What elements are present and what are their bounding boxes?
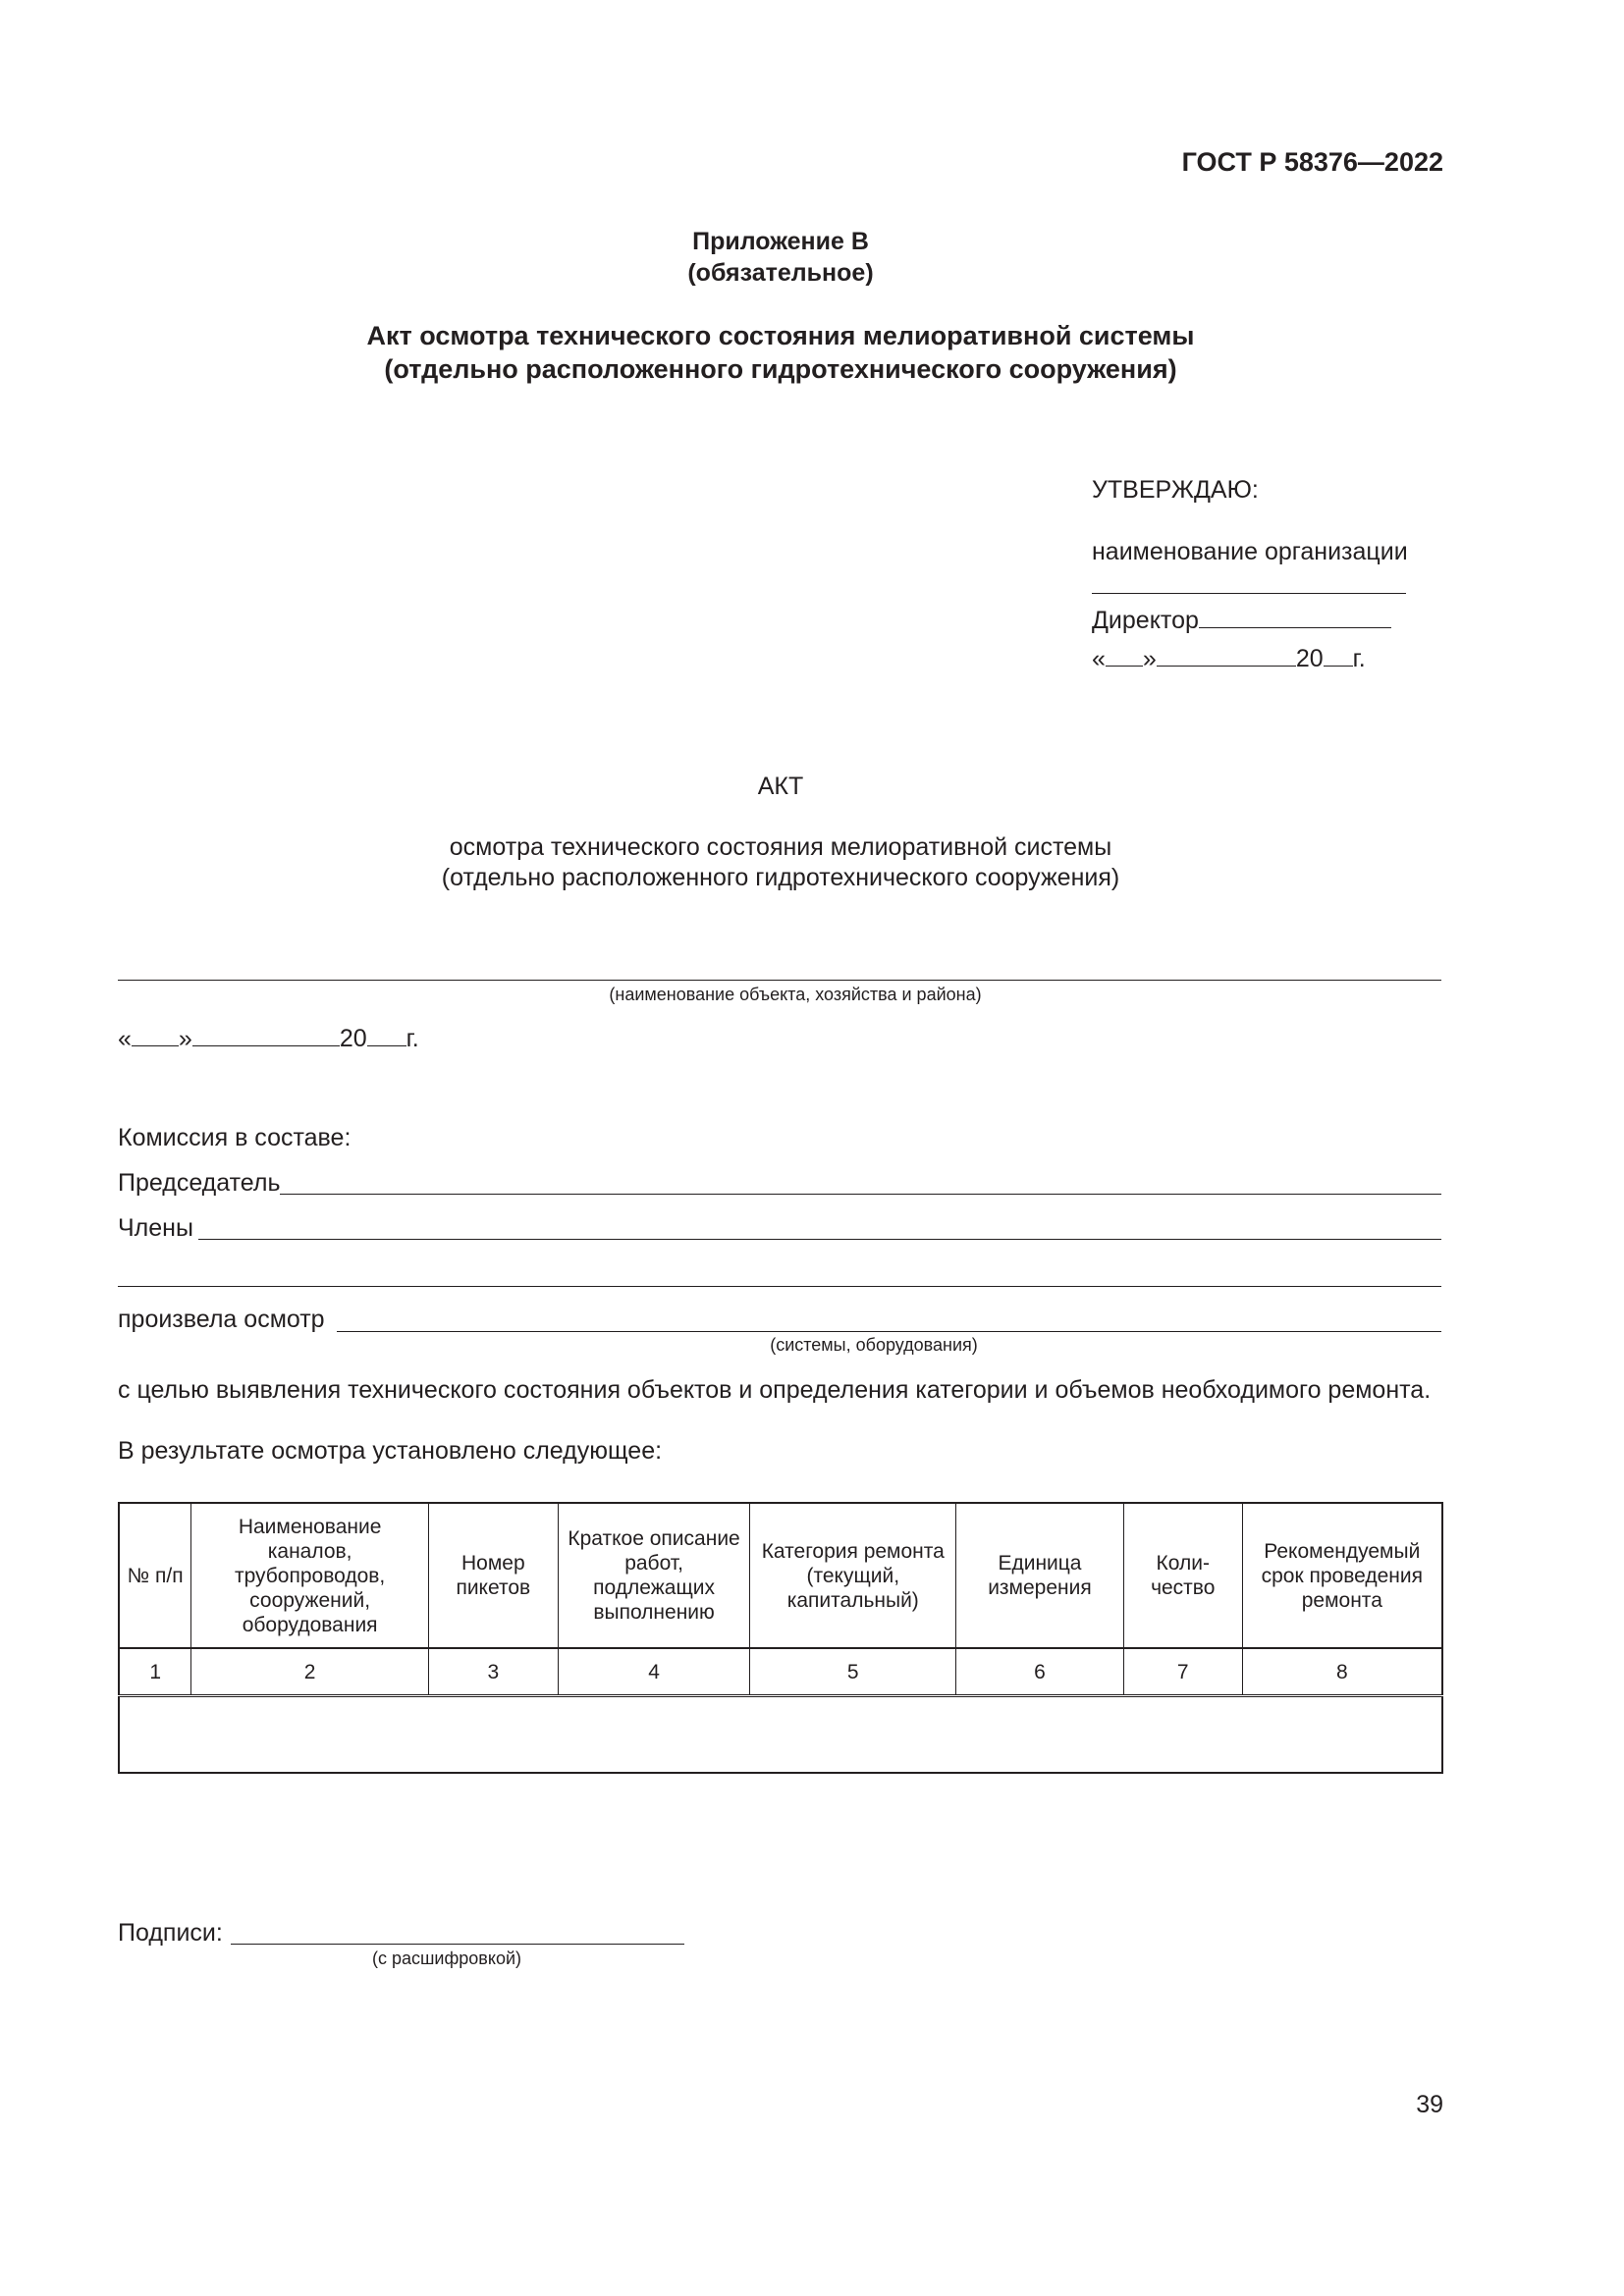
column-number: 2: [191, 1648, 429, 1696]
header-repair-category: Категория ремонта (текущий, капитальный): [750, 1503, 956, 1648]
column-number: 6: [956, 1648, 1124, 1696]
inspected-line: [337, 1331, 1441, 1332]
document-code: ГОСТ Р 58376—2022: [1181, 147, 1443, 177]
column-number: 4: [558, 1648, 750, 1696]
approval-date-row: [1092, 644, 1366, 673]
column-number: 5: [750, 1648, 956, 1696]
act-subtitle-line1: осмотра технического состояния мелиоративной системы: [449, 833, 1112, 861]
act-subtitle-line2: (отдельно расположенного гидротехнического сооружения): [441, 864, 1120, 891]
object-line: [118, 980, 1441, 981]
members-line-1: [198, 1239, 1441, 1240]
director-label: Директор: [1092, 607, 1199, 634]
chairman-label: Председатель: [118, 1169, 281, 1197]
table-header-row: [119, 1503, 1442, 1648]
page-number: 39: [1416, 2091, 1443, 2118]
object-caption: (наименование объекта, хозяйства и района): [609, 985, 982, 1004]
approval-month-line: [1157, 644, 1296, 667]
approval-year-prefix: 20: [1295, 645, 1324, 672]
act-year-suffix: г.: [406, 1025, 419, 1052]
act-day-line: [132, 1024, 179, 1046]
header-unit: Единица измерения: [956, 1503, 1124, 1648]
header-work-description: Краткое описание работ, подлежащих выполнению: [558, 1503, 750, 1648]
members-label: Члены: [118, 1214, 193, 1242]
signatures-label: Подписи:: [118, 1919, 223, 1947]
approval-day-line: [1106, 644, 1143, 667]
approve-label: УТВЕРЖДАЮ:: [1092, 476, 1259, 504]
result-text: В результате осмотра установлено следующее:: [118, 1437, 663, 1465]
organization-label: наименование организации: [1092, 538, 1408, 565]
header-picket-number: Номер пикетов: [428, 1503, 558, 1648]
column-number: 1: [119, 1648, 191, 1696]
approval-date-open-quote: «: [1092, 645, 1106, 672]
appendix-status: (обязательное): [687, 259, 874, 287]
appendix-title: Приложение В: [692, 228, 869, 255]
header-repair-term: Рекомендуемый срок проведения ремонта: [1242, 1503, 1442, 1648]
director-row: [1092, 606, 1391, 635]
approval-year-line: [1324, 644, 1353, 667]
inspection-table: [118, 1502, 1443, 1774]
inspected-caption: (системы, оборудования): [770, 1335, 978, 1355]
column-number: 3: [428, 1648, 558, 1696]
header-quantity: Коли- чество: [1123, 1503, 1242, 1648]
act-title: АКТ: [757, 773, 804, 800]
signatures-line: [231, 1944, 684, 1945]
approval-date-close-quote: »: [1142, 645, 1157, 672]
appendix-name-line2: (отдельно расположенного гидротехнического сооружения): [384, 354, 1177, 384]
header-number: № п/п: [119, 1503, 191, 1648]
empty-fill-cell: [119, 1696, 1442, 1774]
act-date-close-quote: »: [178, 1025, 192, 1052]
column-number: 8: [1242, 1648, 1442, 1696]
appendix-name-line1: Акт осмотра технического состояния мелиоративной системы: [366, 321, 1195, 350]
signatures-caption: (с расшифровкой): [371, 1949, 522, 1968]
table-column-numbers-row: [119, 1648, 1442, 1696]
act-date-open-quote: «: [118, 1025, 132, 1052]
header-object-name: Наименование каналов, трубопроводов, сооружений, оборудования: [191, 1503, 429, 1648]
act-month-line: [192, 1024, 340, 1046]
approval-year-suffix: г.: [1352, 645, 1366, 672]
act-date-row: [118, 1024, 419, 1053]
inspected-label: произвела осмотр: [118, 1306, 325, 1333]
act-year-prefix: 20: [339, 1025, 367, 1052]
director-signature-line: [1199, 606, 1391, 628]
chairman-line: [280, 1194, 1441, 1195]
members-line-2: [118, 1286, 1441, 1287]
organization-line: [1092, 593, 1406, 594]
commission-intro: Комиссия в составе:: [118, 1124, 352, 1151]
purpose-text: с целью выявления технического состояния объектов и определения категории и объемов необходимого ремонта.: [118, 1376, 1432, 1404]
column-number: 7: [1123, 1648, 1242, 1696]
act-year-line: [367, 1024, 406, 1046]
table-empty-row: [119, 1696, 1442, 1774]
